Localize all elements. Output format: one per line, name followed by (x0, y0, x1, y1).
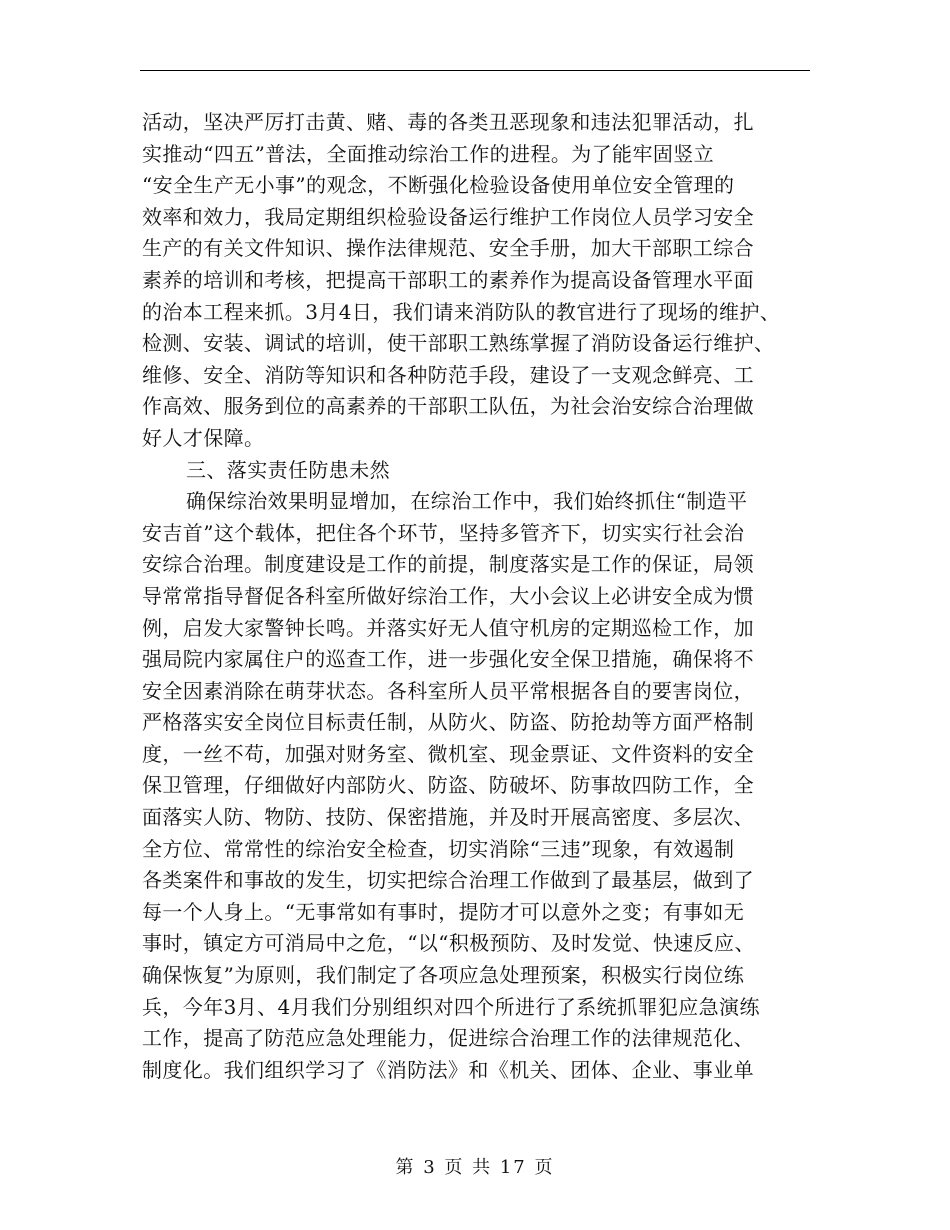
text-line: 面落实人防、物防、技防、保密措施，并及时开展高密度、多层次、 (142, 805, 754, 830)
text-line: 安全因素消除在萌芽状态。各科室所人员平常根据各自的要害岗位， (142, 678, 754, 703)
text-line: 安吉首”这个载体，把住各个环节，坚持多管齐下，切实实行社会治 (142, 520, 745, 545)
text-line: 维修、安全、消防等知识和各种防范手段，建设了一支观念鲜亮、工 (142, 362, 754, 387)
text-line: 全方位、常常性的综治安全检查，切实消除“三违”现象，有效遏制 (142, 836, 735, 861)
text-line: 保卫管理，仔细做好内部防火、防盗、防破坏、防事故四防工作，全 (142, 773, 754, 798)
header-rule (140, 70, 810, 71)
text-line: 例，启发大家警钟长鸣。并落实好无人值守机房的定期巡检工作，加 (142, 615, 754, 640)
text-line: 严格落实安全岗位目标责任制，从防火、防盗、防抢劫等方面严格制 (142, 710, 754, 735)
text-line: 生产的有关文件知识、操作法律规范、安全手册，加大干部职工综合 (142, 236, 754, 261)
text-line: 工作，提高了防范应急处理能力，促进综合治理工作的法律规范化、 (142, 1026, 754, 1051)
text-line: 素养的培训和考核，把提高干部职工的素养作为提高设备管理水平面 (142, 267, 754, 292)
text-line: 好人才保障。 (142, 425, 265, 450)
paragraph-first-line: 确保综治效果明显增加，在综治工作中，我们始终抓住“制造平 (186, 489, 748, 514)
text-line: 效率和效力，我局定期组织检验设备运行维护工作岗位人员学习安全 (142, 204, 754, 229)
text-line: 的治本工程来抓。3月4日，我们请来消防队的教官进行了现场的维护、 (142, 299, 781, 324)
text-line: “安全生产无小事”的观念，不断强化检验设备使用单位安全管理的 (142, 173, 735, 198)
text-line: 确保恢复”为原则，我们制定了各项应急处理预案，积极实行岗位练 (142, 963, 745, 988)
section-heading: 三、落实责任防患未然 (186, 457, 390, 482)
text-line: 事时，镇定方可消局中之危，“以“积极预防、及时发觉、快速反应、 (142, 931, 755, 956)
page-number-footer: 第 3 页 共 17 页 (395, 1157, 555, 1178)
text-line: 强局院内家属住户的巡查工作，进一步强化安全保卫措施，确保将不 (142, 647, 754, 672)
text-line: 作高效、服务到位的高素养的干部职工队伍，为社会治安综合治理做 (142, 394, 754, 419)
text-line: 活动，坚决严厉打击黄、赌、毒的各类丑恶现象和违法犯罪活动，扎 (142, 110, 754, 134)
text-line: 检测、安装、调试的培训，使干部职工熟练掌握了消防设备运行维护、 (142, 331, 775, 356)
text-line: 各类案件和事故的发生，切实把综合治理工作做到了最基层，做到了 (142, 868, 754, 893)
text-line: 制度化。我们组织学习了《消防法》和《机关、团体、企业、事业单 (142, 1057, 754, 1082)
text-line: 每一个人身上。“无事常如有事时，提防才可以意外之变；有事如无 (142, 899, 745, 924)
body-text (142, 107, 842, 1086)
text-line: 安综合治理。制度建设是工作的前提，制度落实是工作的保证，局领 (142, 552, 754, 577)
text-line: 度，一丝不苟，加强对财务室、微机室、现金票证、文件资料的安全 (142, 741, 754, 766)
text-line: 实推动“四五”普法，全面推动综治工作的进程。为了能牢固竖立 (142, 141, 715, 166)
text-line: 导常常指导督促各科室所做好综治工作，大小会议上必讲安全成为惯 (142, 583, 754, 608)
text-line: 兵，今年3月、4月我们分别组织对四个所进行了系统抓罪犯应急演练 (142, 994, 760, 1019)
